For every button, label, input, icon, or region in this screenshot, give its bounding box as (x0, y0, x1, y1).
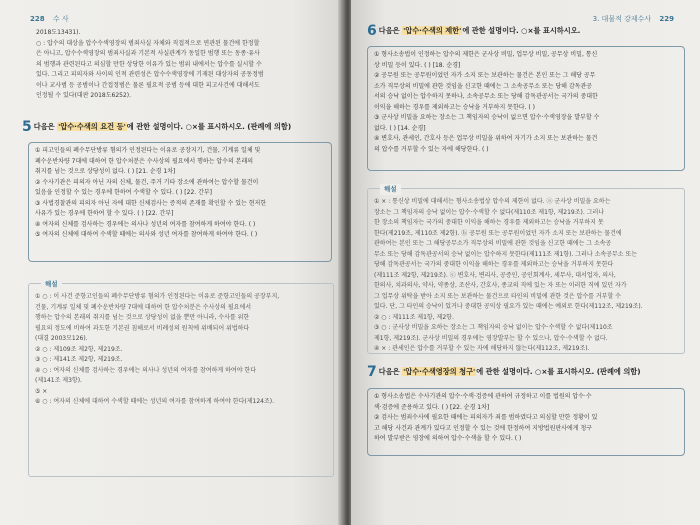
question-6-item: 없다. ( ) [14. 순경] (374, 124, 426, 132)
question-5-title (22, 119, 292, 135)
question-7-prefix: 다음은 (378, 367, 403, 376)
explanation-label: 해설 (380, 184, 401, 195)
intro-line: 인정될 수 있다(대판 2018도6252). (36, 92, 132, 99)
question-5-item: ④ 여자의 신체를 검사하는 경우에는 의사나 성년의 여자를 참여하게 하여야 한다. ( ) (35, 220, 256, 228)
question-6-number: 6 (367, 23, 377, 39)
question-6-item: 서의 승낙 없이는 압수하지 못하나, 소속공무소 또는 당해 감독관공서는 국가의 중대한 (374, 93, 598, 100)
explanation-line: ③ ○ : 군사상 비밀을 요하는 장소는 그 책임자의 승낙 없이는 압수·수색할 수 없다(제110조 (374, 324, 613, 331)
question-5-number: 5 (22, 119, 32, 135)
question-5-item: ⑤ 여자의 신체에 대하여 수색할 때에는 의사와 성년 여자를 참여하게 하여야 한다. ( ) (35, 231, 258, 238)
question-6-explanation (367, 185, 685, 354)
question-7-title (367, 364, 641, 380)
intro-line: 있다. 그리고 피의자와 사이의 인적 관련성은 압수수색영장에 기재된 대상자의 공동정범 (36, 71, 264, 78)
question-5-item: 사유가 있는 경우에 한하여 할 수 있다. ( ) [22. 간부] (35, 210, 174, 217)
explanation-line: ② ○ : 제111조 제1항, 제2항. (374, 313, 454, 321)
question-6-item: ① 형사소송법이 인정하는 압수의 제한은 군사상 비밀, 업무상 비밀, 공무상 비밀, 통신 (374, 51, 598, 58)
explanation-line: (제111조 제2항, 제219조). ⓒ 변호사, 변리사, 공증인, 공인회계사, 세무사, 대서업자, 의사, (374, 271, 616, 279)
right-page-chapter: 3. 대물적 강제수사 (592, 15, 652, 23)
right-page-header (593, 14, 674, 25)
question-6-box (367, 46, 685, 171)
question-5-item: ③ 사법경찰관의 피의자 아닌 자에 대한 신체검사는 증적의 존재를 확인할 수 있는 현저한 (35, 199, 267, 207)
intro-line: 이나 교사범 등 공범이나 간접정범은 물론 필요적 공범 등에 대한 피고사건에 대해서도 (36, 81, 260, 89)
explanation-line: ① × : 통신상 비밀에 대해서는 형사소송법상 압수의 제한이 없다. ⓐ 군사상 비밀을 요하는 (374, 198, 611, 205)
explanation-line: 한의사, 치과의사, 약사, 약종상, 조산사, 간호사, 종교의 직에 있는 자 또는 이러한 직에 있던 자가 (374, 282, 627, 289)
question-7-item: 고 해당 사건과 관계가 있다고 인정할 수 있는 것에 한정하여 지방법원판사에게 청구 (374, 424, 593, 432)
explanation-line: 있다. 단, 그 타인의 승낙이 있거나 중대한 공익상 필요가 있는 때에는 예외로 한다(제112조, 제219조). (374, 303, 643, 310)
intro-line: 은 아니고, 압수수색영장의 범죄사실과 기본적 사실관계가 동일한 범행 또는 동종·유사 (36, 50, 260, 57)
question-6-item: ③ 군사상 비밀을 요하는 장소는 그 책임자의 승낙이 없으면 압수·수색영장을 발부할 수 (374, 114, 600, 121)
question-5-item: 있음을 인정할 수 있는 경우에 한하여 수색할 수 있다. ( ) [22. 간부] (35, 189, 213, 196)
question-5-item: ② 수사기관은 피의자 아닌 자의 신체, 물건, 주거 기타 장소에 관하여는 압수할 물건이 (35, 178, 259, 186)
question-7-box (367, 388, 685, 456)
explanation-line: ③ ○ : 제141조 제2항, 제219조. (35, 356, 123, 363)
right-page (351, 0, 700, 525)
explanation-line: ④ ○ : 여자의 신체를 검사하는 경우에는 의사나 성년의 여자를 참여하게 하여야 한다 (35, 366, 256, 374)
explanation-line: 당해 감독관공서는 국가의 중대한 이익을 해하는 경우를 제외하고는 승낙을 거부하지 못한다 (374, 261, 614, 268)
right-page-number: 229 (659, 15, 674, 23)
intro-line: ○ : 압수의 대상을 압수수색영장의 범죄사실 자체와 직접적으로 연관된 물건에 한정할 (36, 39, 260, 47)
explanation-line: 한다(제219조, 제110조 제2항). ⓑ 공무원 또는 공무원이었던 자가 소지 또는 보관하는 물건에 (374, 229, 622, 237)
intro-line: 의 범행과 관련된다고 의심할 만한 상당한 이유가 있는 범위 내에서는 압수를 실시할 수 (36, 60, 262, 68)
question-6-item: 상 비밀 등이 있다. ( ) [18. 순경] (374, 61, 461, 69)
question-7-item: ② 검사는 범죄수사에 필요한 때에는 피의자가 죄를 범하였다고 의심할 만한 정황이 있 (374, 414, 598, 421)
question-7-number: 7 (367, 364, 377, 380)
left-page-subject: 수 사 (52, 15, 69, 23)
intro-text (36, 28, 336, 102)
question-7-suffix: 에 관한 설명이다. ○×를 표시하시오. (판례에 의함) (476, 367, 641, 376)
question-6-item: 소가 직무상의 비밀에 관한 것임을 신고한 때에는 그 소속공무소 또는 당해 감독관공 (374, 82, 593, 90)
explanation-line: ② ○ : 제109조 제2항, 제219조. (35, 345, 123, 353)
question-6-item: ④ 변호사, 관세인, 간호사 등은 업무상 비밀을 위하여 자기가 소지 또는 보관하는 물건 (374, 135, 598, 142)
explanation-line: ① ○ : 이 사건 준항고인들의 폐수무단방류 혐의가 인정된다는 이유로 준항고인들의 공장부지, (35, 293, 280, 300)
left-page (0, 0, 344, 525)
question-7-topic: '압수·수색영장의 청구' (403, 367, 476, 376)
question-5-item: 취지를 넘는 것으로 상당성이 없다. ( ) [21. 순경 1차] (35, 168, 176, 175)
explanation-label: 해설 (41, 279, 62, 290)
explanation-line: 장소는 그 책임자의 승낙 없이는 압수·수색할 수 없다(제110조 제1항, 제219조). 그러나 (374, 208, 605, 216)
explanation-line: 한 장소의 책임자는 국가의 중대한 이익을 해하는 경우를 제외하고는 승낙을 거부하지 못 (374, 219, 604, 226)
question-6-item: ② 공무원 또는 공무원이었던 자가 소지 또는 보관하는 물건은 본인 또는 그 해당 공무 (374, 72, 596, 79)
left-page-header (30, 14, 69, 25)
question-5-topic: '압수·수색의 요건 등' (58, 122, 126, 131)
explanation-line: 건물, 기계류 일체 및 폐수운반차량 7대에 대하여 한 압수처분은 수사상의 필요에서 (35, 303, 252, 311)
question-7-item: 하여 발부받은 영장에 의하여 압수·수색을 할 수 있다. ( ) (374, 435, 522, 442)
explanation-line: 무소 또는 당해 감독관공서의 승낙 없이는 압수하지 못한다(제111조 제1항). 그러나 소속공무소 또는 (374, 250, 638, 258)
explanation-line: ⑤ × (35, 387, 48, 395)
intro-line: 2018도13431). (36, 29, 81, 36)
question-5-suffix: 에 관한 설명이다. ○×를 표시하시오. (판례에 의함) (126, 122, 292, 131)
question-6-prefix: 다음은 (378, 26, 403, 35)
question-6-title (367, 23, 581, 39)
question-6-topic: '압수·수색의 제한' (403, 26, 462, 35)
explanation-line: 행하는 압수의 본래의 취지를 넘는 것으로 상당성이 없을 뿐만 아니라, 수사를 위한 (35, 314, 250, 321)
question-7-item: 색·검증에 준용하고 있다. ( ) [22. 순경 1차] (374, 403, 490, 411)
explanation-line: 제1항, 제219조). 군사상 비밀의 경우에는 영장발부는 할 수 있으나, 압수·수색할 수 없다. (374, 334, 608, 342)
question-5-item: 폐수운반차량 7대에 대하여 한 압수처분은 수사상의 필요에서 행하는 압수의 본래의 (35, 157, 254, 165)
question-6-item: 이익을 해하는 경우를 제외하고는 승낙을 거부하지 못한다. ( ) (374, 103, 535, 111)
question-5-explanation (28, 280, 334, 477)
question-7-item: ① 형사소송법은 수사기관의 압수·수색·검증에 관하여 규정하고 이를 법원의 압수·수 (374, 393, 592, 400)
question-6-item: 의 압수를 거부할 수 있는 자에 해당한다. ( ) (374, 145, 489, 153)
explanation-line: 관하여는 본인 또는 그 해당공무소가 직무상의 비밀에 관한 것임을 신고한 때에는 그 소속공 (374, 240, 612, 247)
explanation-line: 그 업무상 위탁을 받아 소지 또는 보관하는 물건으로 타인의 비밀에 관한 것은 압수를 거부할 수 (374, 292, 621, 300)
left-page-number: 228 (30, 15, 45, 23)
question-5-box (28, 142, 332, 262)
explanation-line: (대결 2003모126). (35, 335, 88, 342)
explanation-line: ④ × : 관세인은 압수를 거부할 수 있는 자에 해당하지 않는다(제112조, 제219조). (374, 345, 590, 352)
explanation-line: (제141조 제3항). (35, 377, 82, 384)
explanation-line: 필요의 정도에 비하여 과도한 기본권 침해로서 비례성의 원칙에 위배되어 위법하다 (35, 324, 250, 332)
explanation-line: ⑥ ○ : 여자의 신체에 대하여 수색할 때에는 성년의 여자를 참여하게 하여야 한다(제124조). (35, 398, 275, 405)
question-6-suffix: 에 관한 설명이다. ○×를 표시하시오. (462, 26, 581, 35)
question-5-item: ① 피고인들의 폐수무단방류 혐의가 인정된다는 이유로 공장지기, 건물, 기계류 일체 및 (35, 147, 261, 154)
question-5-prefix: 다음은 (33, 122, 58, 131)
